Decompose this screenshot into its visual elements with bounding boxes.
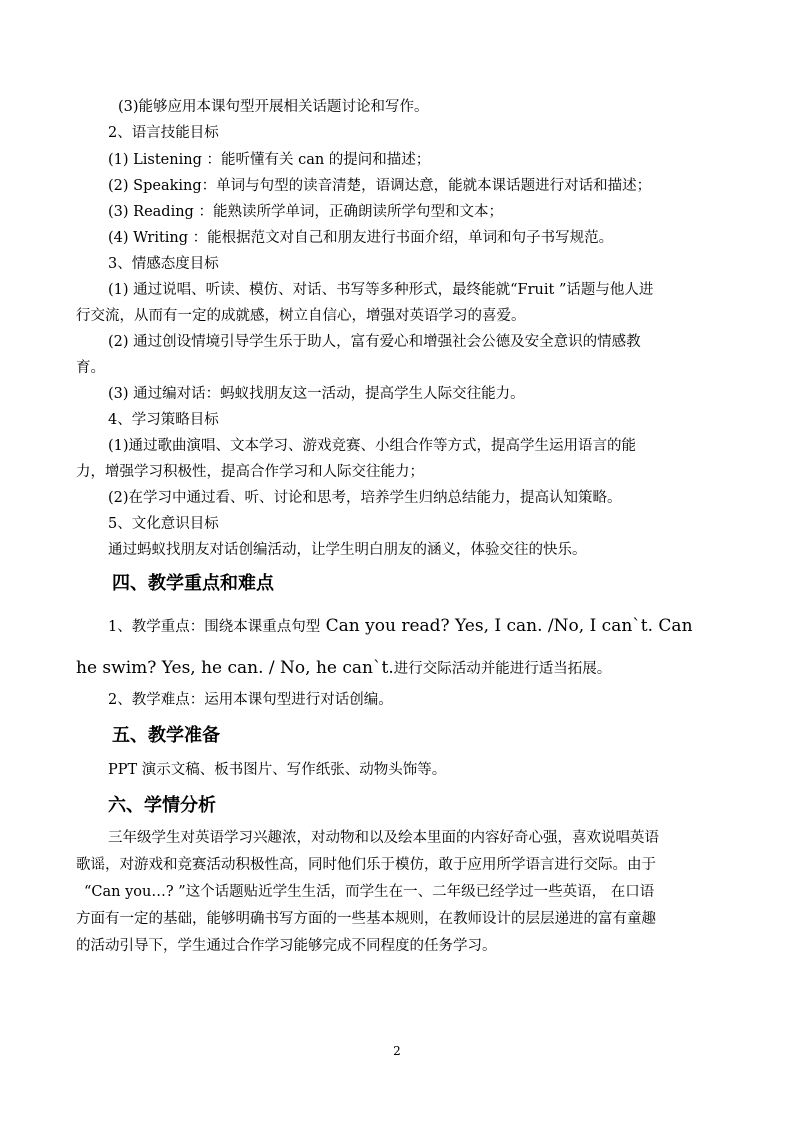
reading-objective: (3) Reading ：能熟读所学单词，正确朗读所学句型和文本； — [108, 204, 503, 220]
section-5-heading: 五、教学准备 — [112, 725, 220, 746]
attitude-item-2: (2) 通过创设情境引导学生乐于助人，富有爱心和增强社会公德及安全意识的情感教 — [108, 334, 641, 350]
analysis-line-2: 歌谣，对游戏和竞赛活动积极性高，同时他们乐于模仿，敢于应用所学语言进行交际。由于 — [76, 857, 656, 873]
writing-objective: (4) Writing ：能根据范文对自己和朋友进行书面介绍，单词和句子书写规范。 — [108, 230, 614, 246]
page-number: 2 — [393, 1044, 401, 1058]
attitude-item-3: (3) 通过编对话：蚂蚁找朋友这一活动，提高学生人际交往能力。 — [108, 386, 525, 402]
section-4-heading: 四、教学重点和难点 — [112, 573, 274, 594]
strategy-item-1: (1)通过歌曲演唱、文本学习、游戏竞赛、小组合作等方式，提高学生运用语言的能 — [108, 438, 637, 454]
listening-objective: (1) Listening ：能听懂有关 can 的提问和描述； — [108, 152, 431, 168]
analysis-line-3: “Can you…? ”这个话题贴近学生生活，而学生在一、二年级已经学过一些英语， 在口语 — [84, 884, 655, 900]
attitude-item-2-cont: 育。 — [76, 360, 105, 376]
strategy-item-2: (2)在学习中通过看、听、讨论和思考，培养学生归纳总结能力，提高认知策略。 — [108, 490, 622, 506]
attitude-item-1-cont: 行交流，从而有一定的成就感，树立自信心，增强对英语学习的喜爱。 — [76, 308, 526, 324]
attitude-item-1: (1) 通过说唱、听读、模仿、对话、书写等多种形式，最终能就“Fruit ”话题与他人进 — [108, 282, 654, 298]
culture-item: 通过蚂蚁找朋友对话创编活动，让学生明白朋友的涵义，体验交往的快乐。 — [108, 542, 587, 558]
speaking-objective: (2) Speaking：单词与句型的读音清楚，语调达意，能就本课话题进行对话和描述； — [108, 178, 652, 194]
strategy-item-1-cont: 力，增强学习积极性，提高合作学习和人际交往能力； — [76, 464, 424, 480]
culture-heading: 5、文化意识目标 — [108, 516, 219, 532]
preparation-text: PPT 演示文稿、板书图片、写作纸张、动物头饰等。 — [108, 762, 447, 778]
section-6-heading: 六、学情分析 — [108, 795, 216, 816]
analysis-line-1: 三年级学生对英语学习兴趣浓，对动物和以及绘本里面的内容好奇心强，喜欢说唱英语 — [108, 830, 659, 846]
analysis-line-4: 方面有一定的基础，能够明确书写方面的一些基本规则，在教师设计的层层递进的富有童趣 — [76, 911, 656, 927]
analysis-line-5: 的活动引导下，学生通过合作学习能够完成不同程度的任务学习。 — [76, 938, 497, 954]
key-point-line-2 — [76, 656, 611, 681]
key-point-suffix: 进行交际活动并能进行适当拓展。 — [393, 661, 612, 677]
key-point-sentence-2: he swim? Yes, he can. / No, he can`t. — [76, 658, 394, 678]
key-point-line-1 — [108, 614, 693, 639]
difficult-point: 2、教学难点：运用本课句型进行对话创编。 — [108, 692, 393, 708]
key-point-sentence-1: Can you read? Yes, I can. /No, I can`t. Can — [325, 616, 693, 636]
language-skill-heading: 2、语言技能目标 — [108, 125, 219, 141]
attitude-heading: 3、情感态度目标 — [108, 256, 219, 272]
key-point-label: 1、教学重点：围绕本课重点句型 — [108, 619, 321, 635]
objective-line-3: (3)能够应用本课句型开展相关话题讨论和写作。 — [118, 99, 429, 115]
strategy-heading: 4、学习策略目标 — [108, 412, 219, 428]
